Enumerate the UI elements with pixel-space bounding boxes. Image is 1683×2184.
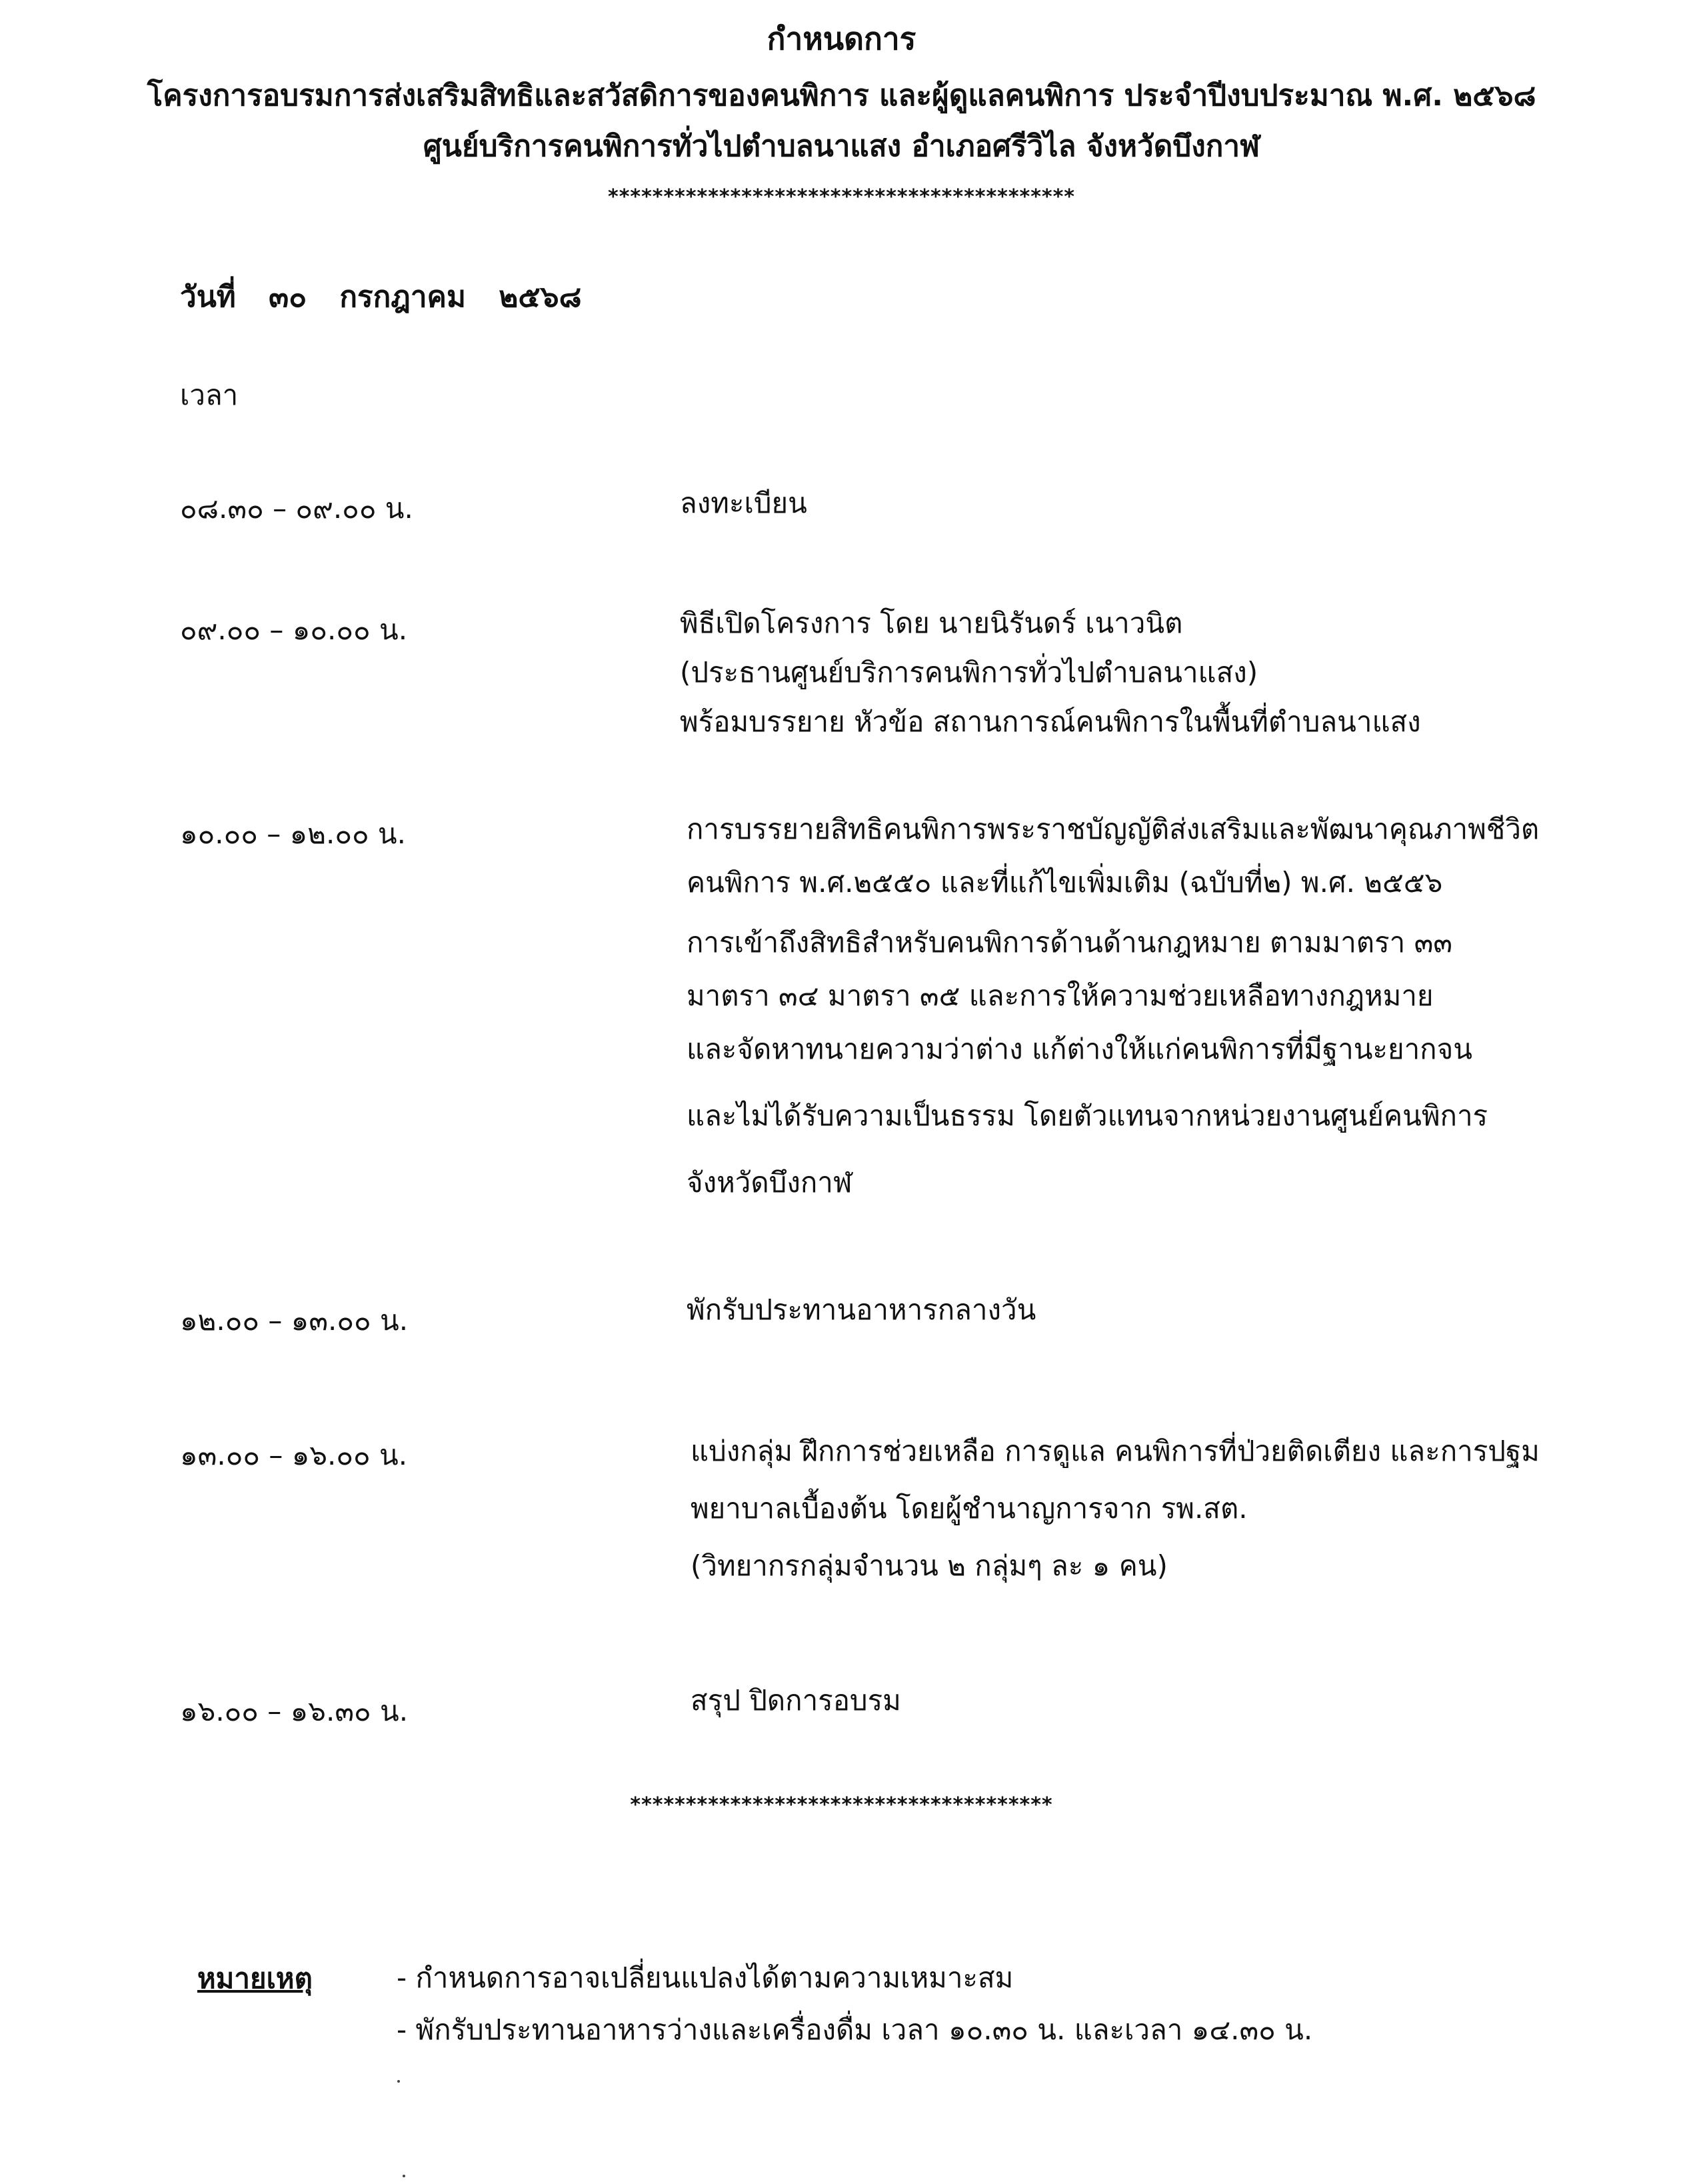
- activity-line: พร้อมบรรยาย หัวข้อ สถานการณ์คนพิการในพื้นที่ตำบลนาแสง: [680, 705, 1421, 738]
- document-title: กำหนดการ: [767, 21, 916, 57]
- time-column-label: เวลา: [180, 379, 239, 411]
- note-item: - กำหนดการอาจเปลี่ยนแปลงได้ตามความเหมาะสม: [397, 1961, 1014, 1994]
- note-item: - พักรับประทานอาหารว่างและเครื่องดื่ม เวลา ๑๐.๓๐ น. และเวลา ๑๔.๓๐ น.: [397, 2013, 1313, 2046]
- schedule-activity: [691, 1423, 1540, 1595]
- activity-line: การบรรยายสิทธิคนพิการพระราชบัญญัติส่งเสริมและพัฒนาคุณภาพชีวิต: [687, 813, 1540, 845]
- activity-line: และไม่ได้รับความเป็นธรรม โดยตัวแทนจากหน่วยงานศูนย์คนพิการ: [687, 1099, 1488, 1132]
- project-name: โครงการอบรมการส่งเสริมสิทธิและสวัสดิการของคนพิการ และผู้ดูแลคนพิการ ประจำปีงบประมาณ พ.ศ. ๒๕๖๘: [147, 79, 1536, 113]
- activity-line: (วิทยากรกลุ่มจำนวน ๒ กลุ่มๆ ละ ๑ คน): [691, 1549, 1168, 1582]
- schedule-time: ๑๓.๐๐ – ๑๖.๐๐ น.: [180, 1439, 408, 1471]
- date-day: ๓๐: [269, 280, 307, 314]
- event-date: [180, 273, 605, 320]
- activity-line: พิธีเปิดโครงการ โดย นายนิรันดร์ เนาวนิต: [680, 607, 1183, 639]
- activity-line: ลงทะเบียน: [680, 487, 807, 519]
- note-list: [397, 1952, 1312, 2056]
- schedule-activity: [687, 803, 1539, 1209]
- scan-speck: [397, 2080, 400, 2083]
- activity-line: จังหวัดบึงกาฬ: [687, 1166, 852, 1199]
- schedule-time: ๐๘.๓๐ – ๐๙.๐๐ น.: [180, 492, 413, 525]
- activity-line: พักรับประทานอาหารกลางวัน: [687, 1293, 1036, 1326]
- note-label: หมายเหตุ: [197, 1962, 313, 1995]
- activity-line: (ประธานศูนย์บริการคนพิการทั่วไปตำบลนาแสง): [680, 656, 1258, 689]
- schedule-time: ๑๐.๐๐ – ๑๒.๐๐ น.: [180, 817, 406, 850]
- activity-line: และจัดหาทนายความว่าต่าง แก้ต่างให้แก่คนพิการที่มีฐานะยากจน: [687, 1033, 1472, 1065]
- schedule-time: ๐๙.๐๐ – ๑๐.๐๐ น.: [180, 613, 408, 646]
- schedule-time: ๑๖.๐๐ – ๑๖.๓๐ น.: [180, 1695, 409, 1727]
- header-separator: ******************************************: [608, 185, 1075, 209]
- schedule-activity: [687, 1285, 1036, 1335]
- activity-line: สรุป ปิดการอบรม: [691, 1684, 901, 1717]
- date-prefix: วันที่: [180, 280, 236, 314]
- schedule-time: ๑๒.๐๐ – ๑๓.๐๐ น.: [180, 1304, 409, 1337]
- date-year: ๒๕๖๘: [499, 280, 582, 314]
- activity-line: การเข้าถึงสิทธิสำหรับคนพิการด้านด้านกฎหมาย ตามมาตรา ๓๓: [687, 926, 1452, 959]
- activity-line: คนพิการ พ.ศ.๒๕๕๐ และที่แก้ไขเพิ่มเติม (ฉบับที่๒) พ.ศ. ๒๕๕๖: [687, 866, 1443, 899]
- activity-line: พยาบาลเบื้องต้น โดยผู้ชำนาญการจาก รพ.สต.: [691, 1492, 1248, 1525]
- activity-line: มาตรา ๓๔ มาตรา ๓๕ และการให้ความช่วยเหลือทางกฎหมาย: [687, 979, 1434, 1012]
- activity-line: แบ่งกลุ่ม ฝึกการช่วยเหลือ การดูแล คนพิการที่ป่วยติดเตียง และการปฐม: [691, 1435, 1540, 1467]
- scan-speck: [403, 2175, 405, 2177]
- schedule-activity: [680, 479, 807, 528]
- schedule-activity: [680, 599, 1421, 747]
- schedule-activity: [691, 1676, 901, 1725]
- date-month: กรกฎาคม: [339, 280, 466, 314]
- footer-separator: **************************************: [630, 1793, 1053, 1817]
- organization-name: ศูนย์บริการคนพิการทั่วไปตำบลนาแสง อำเภอศรีวิไล จังหวัดบึงกาฬ: [423, 129, 1260, 163]
